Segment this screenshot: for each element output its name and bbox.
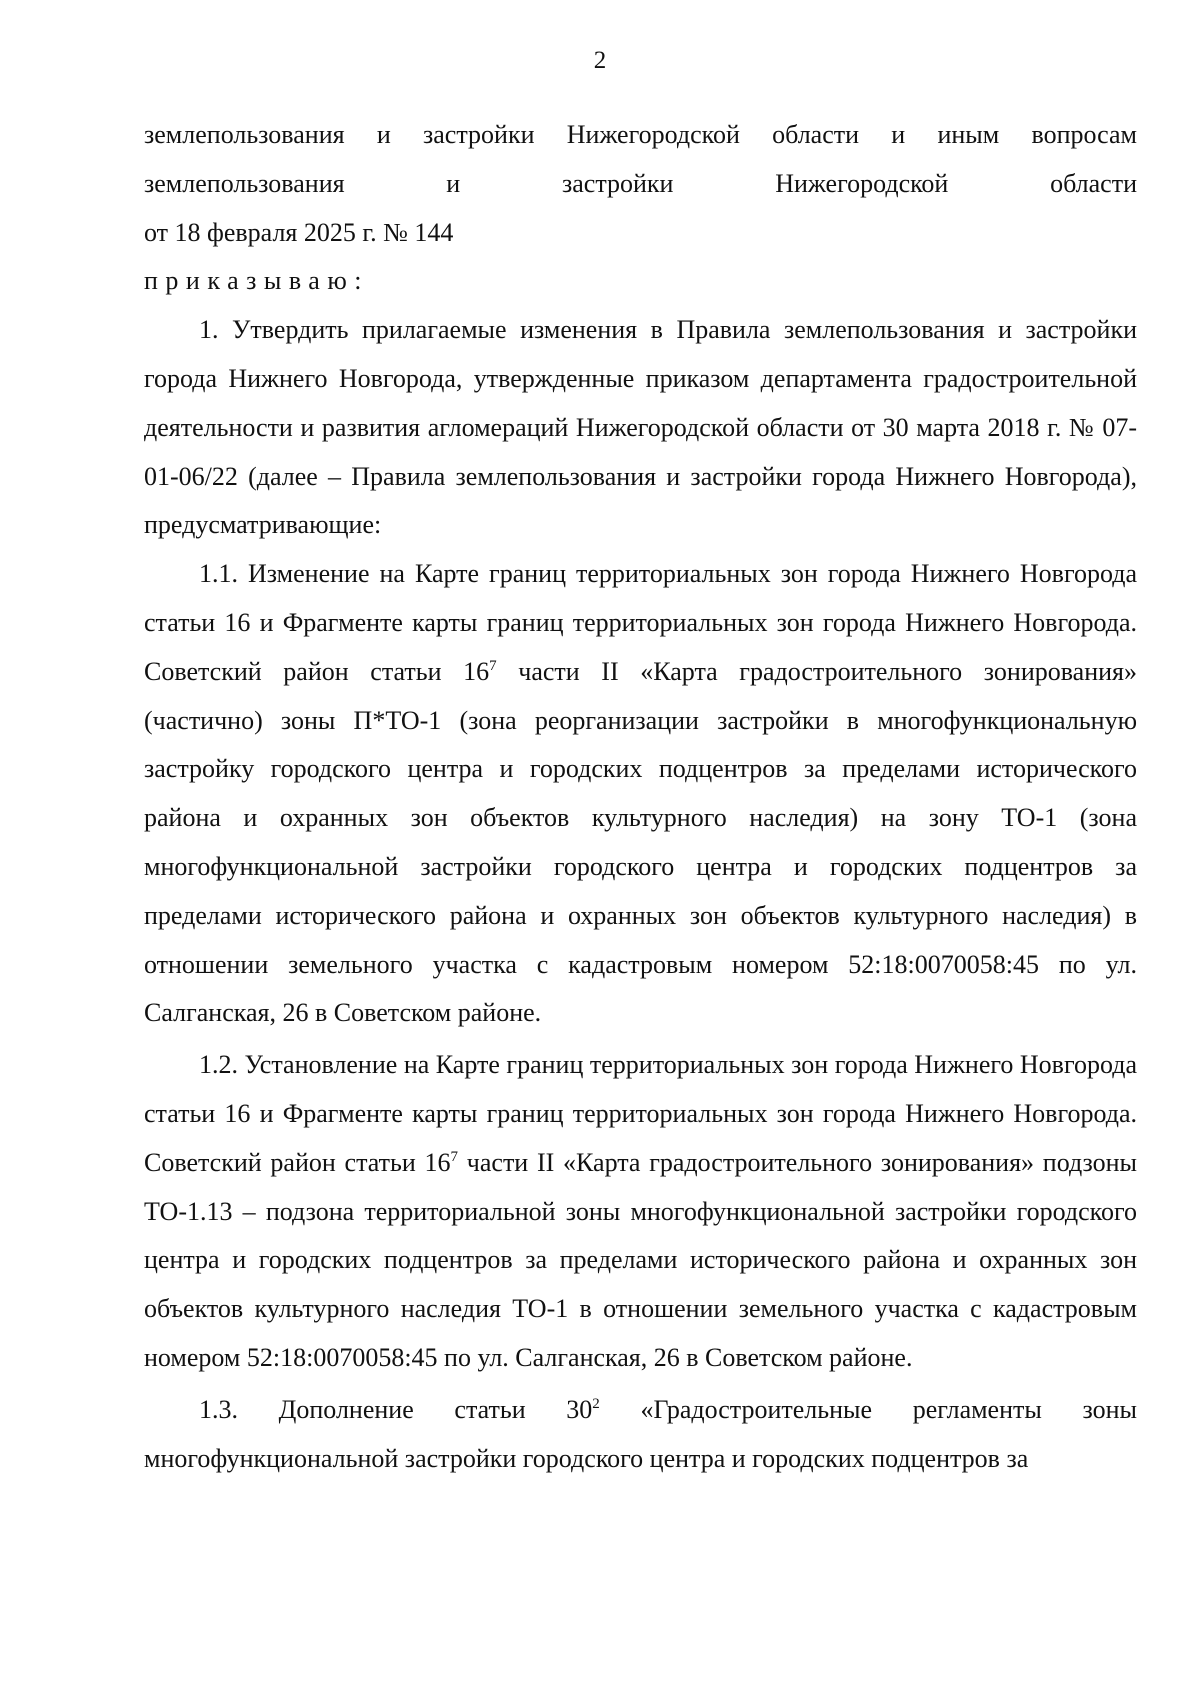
item-1-3-text-end: «Градостроительные регламенты зоны многофункциональной застройки городского центра и городских подцентров за	[144, 1394, 1137, 1473]
order-word: приказываю:	[144, 266, 369, 296]
paragraph-item-1-1	[144, 550, 1137, 1038]
preamble-line-1: землепользования и застройки Нижегородской области и иным вопросам	[144, 120, 1137, 149]
item-1-1-text-start: 1.1. Изменение на Карте границ территориальных зон города Нижнего Новгорода статьи 16 и Фрагменте карты границ территориальных зон города Нижнего Новгорода. Советский район статьи 16	[144, 559, 1137, 686]
item-1-3-text-start: 1.3. Дополнение статьи 30	[199, 1394, 593, 1424]
item-1-3-superscript: 2	[592, 1395, 600, 1412]
preamble-line-3: от 18 февраля 2025 г. № 144	[144, 217, 454, 247]
item-1-2-text-start: 1.2. Установление на Карте границ территориальных зон города Нижнего Новгорода статьи 16 и Фрагменте карты границ территориальных зон города Нижнего Новгорода. Советский район статьи 16	[144, 1050, 1137, 1177]
paragraph-item-1: 1. Утвердить прилагаемые изменения в Правила землепользования и застройки города Нижнего Новгорода, утвержденные приказом департамента градостроительной деятельности и развития агломераций Нижегородской области от 30 марта 2018 г. № 07-01-06/22 (далее – Правила землепользования и застройки города Нижнего Новгорода), предусматривающие:	[144, 315, 1137, 540]
item-1-2-text-end: части II «Карта градостроительного зонирования» подзоны ТО-1.13 – подзона территориальной зоны многофункциональной застройки городского центра и городских подцентров за пределами исторического района и охранных зон объектов культурного наследия ТО-1 в отношении земельного участка с кадастровым номером 52:18:0070058:45 по ул. Салганская, 26 в Советском районе.	[144, 1147, 1137, 1372]
page-number: 2	[593, 47, 607, 74]
preamble-line-2: землепользования и застройки Нижегородской области	[144, 168, 1137, 198]
paragraph-item-1-3	[144, 1386, 1137, 1484]
item-1-1-text-end: части II «Карта градостроительного зонирования» (частично) зоны П*ТО-1 (зона реорганизации застройки в многофункциональную застройку городского центра и городских подцентров за пределами исторического района и охранных зон объектов культурного наследия) на зону ТО-1 (зона многофункциональной застройки городского центра и городских подцентров за пределами исторического района и охранных зон объектов культурного наследия) в отношении земельного участка с кадастровым номером 52:18:0070058:45 по ул. Салганская, 26 в Советском районе.	[144, 656, 1137, 1028]
document-body	[144, 111, 1137, 1483]
item-1-2-superscript: 7	[450, 1148, 459, 1165]
paragraph-item-1-2	[144, 1041, 1137, 1383]
item-1-1-superscript: 7	[489, 657, 497, 674]
